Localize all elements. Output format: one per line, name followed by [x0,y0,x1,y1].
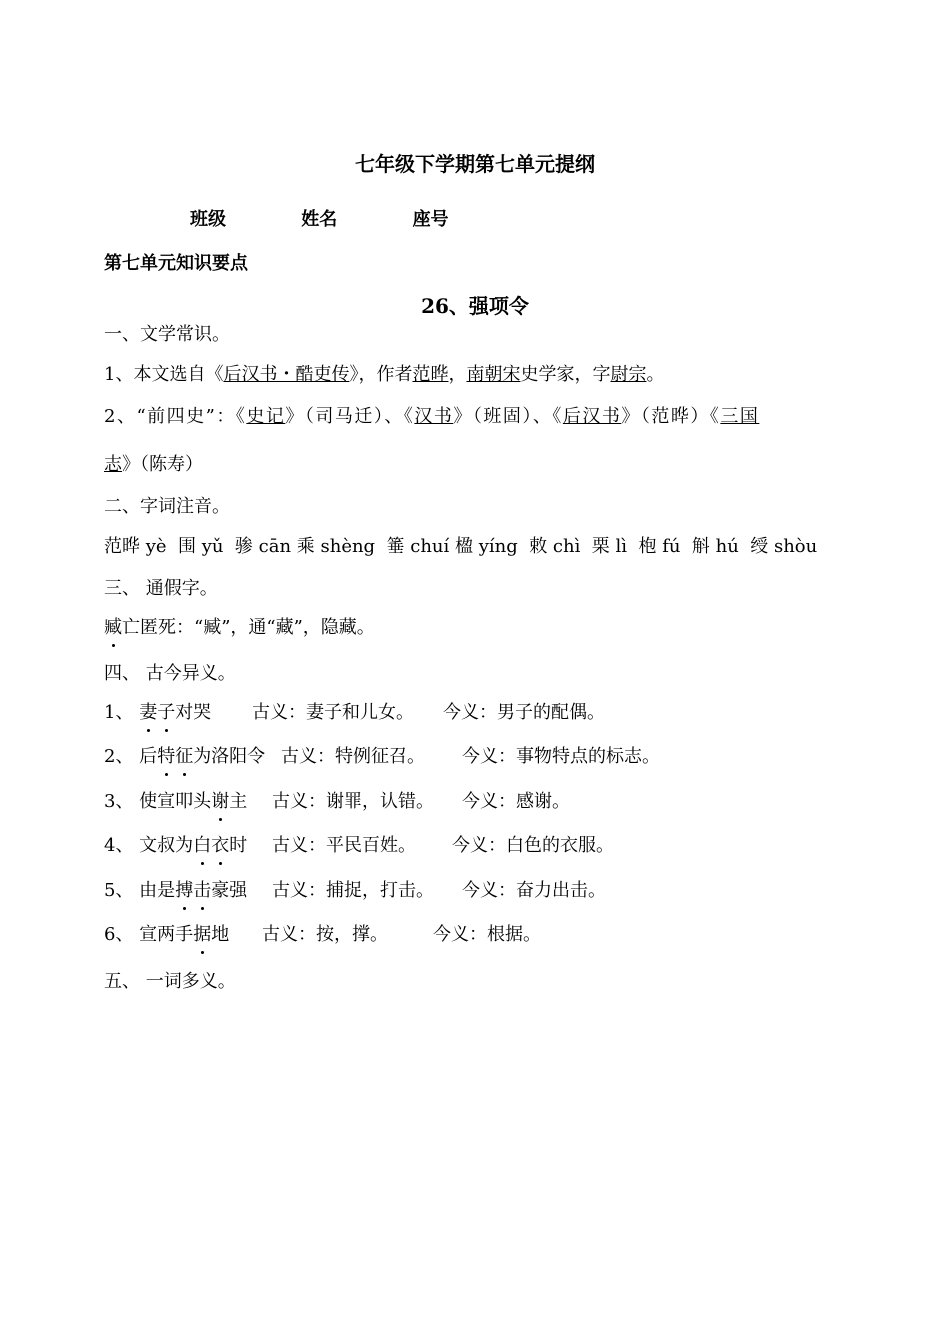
text-segment: 主 [229,791,248,812]
unit-heading: 第七单元知识要点 [104,253,248,274]
book-sanguozhi-part1: 三国 [720,406,760,427]
ancient-meaning: 古义：按，撑。 [262,924,388,945]
ancient-meaning: 古义：妻子和儿女。 [252,702,414,723]
gujin-phrase [104,787,247,813]
dotted-char: 子 [157,698,175,724]
gujin-phrase [104,698,211,724]
student-info-row [190,205,449,231]
class-label: 班级 [190,209,226,230]
dotted-char: 征 [175,742,193,768]
ancient-meaning: 古义：特例征召。 [281,746,425,767]
book-shiji: 史记 [246,406,286,427]
pinyin-line: 范晔 yè 围 yǔ 骖 cān 乘 shèng 箠 chuí 楹 yíng 敕 chì 栗 lì 枹 fú 斛 hú 绶 shòu [104,536,818,557]
dotted-char: 特 [157,742,175,768]
text-segment: 5、 由是 [104,880,176,901]
text-segment: 地 [211,924,230,945]
section-literary-heading: 一、文学常识。 [104,324,230,345]
modern-meaning: 今义：奋力出击。 [462,880,606,901]
section-pinyin-heading: 二、字词注音。 [104,496,230,517]
text-segment: 。 [646,364,665,385]
literary-item-2 [104,402,759,428]
lesson-title: 26、强项令 [421,294,529,318]
dotted-char: 白 [193,831,211,857]
literary-item-1 [104,360,664,386]
dotted-char: 妻 [139,698,157,724]
gujin-phrase [104,876,247,902]
ancient-meaning: 古义：谢罪，认错。 [272,791,434,812]
text-segment: 1、 [104,702,140,723]
text-segment: 豪强 [211,880,248,901]
text-segment: 》（范晔）《 [621,406,721,427]
book-hanshu: 汉书 [414,406,454,427]
text-segment: 亡匿死：“臧”，通“藏”，隐藏。 [122,617,375,638]
name-label: 姓名 [301,209,338,230]
text-segment: 6、 宣两手 [104,924,194,945]
section-tongjia-heading: 三、 通假字。 [104,578,218,599]
modern-meaning: 今义：感谢。 [462,791,570,812]
ancient-meaning: 古义：捕捉，打击。 [272,880,434,901]
dotted-char: 搏 [175,876,193,902]
gujin-phrase [104,742,265,768]
tongjia-item [104,613,375,639]
modern-meaning: 今义：根据。 [433,924,541,945]
seat-label: 座号 [412,209,449,230]
modern-meaning: 今义：事物特点的标志。 [462,746,660,767]
gujin-phrase [104,920,229,946]
author-name: 范晔 [412,364,449,385]
text-segment: 时 [229,835,248,856]
document-title: 七年级下学期第七单元提纲 [355,152,595,176]
text-segment: 对哭 [175,702,212,723]
literary-item-2-cont [104,450,203,476]
text-segment: 1、本文选自《 [104,364,224,385]
text-segment: 史学家，字 [520,364,611,385]
dotted-char: 击 [193,876,211,902]
text-segment: 》（司马迁）、《 [285,406,415,427]
dotted-char: 衣 [211,831,229,857]
dotted-char: 谢 [211,787,229,813]
book-sanguozhi-part2: 志 [104,454,122,475]
text-segment: ， [448,364,467,385]
ancient-meaning: 古义：平民百姓。 [272,835,416,856]
gujin-phrase [104,831,247,857]
dynasty-name: 南朝宋 [466,364,521,385]
text-segment: 》（班固）、《 [453,406,563,427]
text-segment: 》，作者 [349,364,413,385]
text-segment: 为洛阳令 [193,746,266,767]
text-segment: 2、“前四史”：《 [104,406,247,427]
modern-meaning: 今义：白色的衣服。 [452,835,614,856]
section-polysemy-heading: 五、 一词多义。 [104,971,236,992]
dotted-char: 据 [193,920,211,946]
dotted-char: 臧 [104,613,122,639]
book-houhanshu: 后汉书 [562,406,622,427]
book-name: 后汉书・酷吏传 [223,364,350,385]
modern-meaning: 今义：男子的配偶。 [443,702,605,723]
text-segment: 3、 使宣叩头 [104,791,212,812]
courtesy-name: 尉宗 [610,364,647,385]
text-segment: 》（陈寿） [122,454,203,475]
text-segment: 2、 后 [104,746,158,767]
section-gujin-heading: 四、 古今异义。 [104,663,236,684]
text-segment: 4、 文叔为 [104,835,194,856]
